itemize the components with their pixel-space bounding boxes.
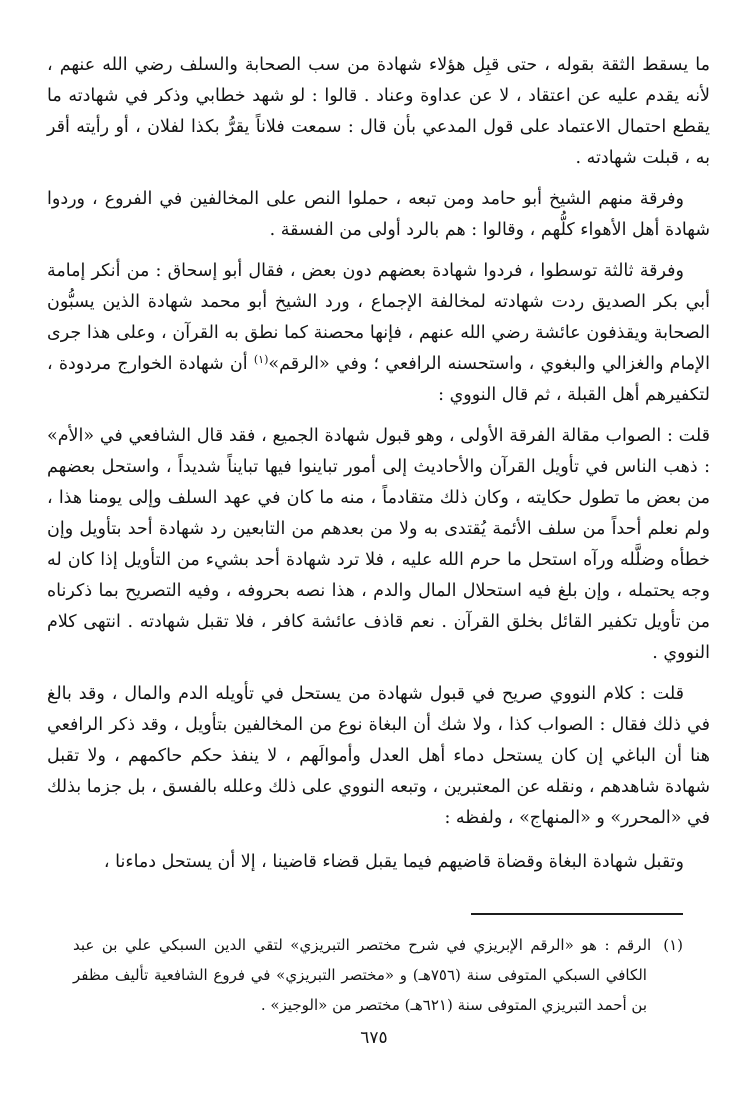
paragraph-third-group <box>47 256 710 411</box>
paragraph-author-comment-2: قلت : كلام النووي صريح في قبول شهادة من يستحل في تأويله الدم والمال ، وقد بالغ في ذلك فقال : الصواب كذا ، ولا شك أن البغاة نوع من المخالفين بتأويل ، وقد ذكر الرافعي هنا أن الباغي إن كان يستحل دماء أهل العدل وأموالَهم ، لا ينفذ حكم حاكمهم ، ولا تقبل شهادة شاهدهم ، ونقله عن المعتبرين ، وتبعه النووي على ذلك وعلله بالفسق ، بل جزما بذلك في «المحرر» و «المنهاج» ، ولفظه : <box>47 684 710 828</box>
paragraph-second-group: وفرقة منهم الشيخ أبو حامد ومن تبعه ، حملوا النص على المخالفين في الفروع ، وردوا شهادة أهل الأهواء كلُّهم ، وقالوا : هم بالرد أولى من الفسقة . <box>47 189 710 240</box>
footnote-separator <box>471 913 683 915</box>
paragraph-continuation: ما يسقط الثقة بقوله ، حتى قبِل هؤلاء شهادة من سب الصحابة والسلف رضي الله عنهم ، لأنه يقدم عليه عن اعتقاد ، لا عن عداوة وعناد . قالوا : لو شهد خطابي وذكر في شهادته ما يقطع احتمال الاعتماد على قول المدعي بأن قال : سمعت فلاناً يقرُّ بكذا لفلان ، أو رأيته أقر به ، قبلت شهادته . <box>47 55 710 168</box>
footnote-text: الرقم : هو «الرقم الإبريزي في شرح مختصر التبريزي» لتقي الدين السبكي علي بن عبد الكافي السبكي المتوفى سنة (٧٥٦هـ) و «مختصر التبريزي» في فروع الشافعية تأليف مظفر بن أحمد التبريزي المتوفى سنة (٦٢١هـ) مختصر من «الوجيز» . <box>73 936 652 1014</box>
footnote-marker: (١) <box>663 936 683 954</box>
footnote-reference-mark: (١) <box>253 353 269 366</box>
main-text <box>47 50 710 888</box>
paragraph-text-before-ref: وفرقة ثالثة توسطوا ، فردوا شهادة بعضهم دون بعض ، فقال أبو إسحاق : من أنكر إمامة أبي بكر الصديق ردت شهادته لمخالفة الإجماع ، ورد الشيخ أبو محمد شهادة الذين يسبُّون الصحابة ويقذفون عائشة رضي الله عنهم ، فإنها محصنة كما نطق به القرآن ، وعلى هذا جرى الإمام والغزالي والبغوي ، واستحسنه الرافعي ؛ وفي «الرقم» <box>47 261 710 374</box>
paragraph-text-after-ref: أن شهادة الخوارج مردودة ، لتكفيرهم أهل القبلة ، ثم قال النووي : <box>47 354 710 405</box>
paragraph-minhaj-quote: وتقبل شهادة البغاة وقضاة قاضيهم فيما يقبل قضاء قاضينا ، إلا أن يستحل دماءنا ، <box>103 852 684 872</box>
paragraph-author-comment-1: قلت : الصواب مقالة الفرقة الأولى ، وهو قبول شهادة الجميع ، فقد قال الشافعي في «الأم» : ذهب الناس في تأويل القرآن والأحاديث إلى أمور تباينوا فيها تبايناً شديداً ، واستحل بعضهم من بعض ما تطول حكايته ، وكان ذلك متقادماً ، منه ما كان في عهد السلف وإلى يومنا هذا ، ولم نعلم أحداً من سلف الأئمة يُقتدى به ولا من بعدهم من التابعين رد شهادة أحد بتأويل وإن خطأه وضلَّله ورآه استحل ما حرم الله عليه ، فلا ترد شهادة أحد بشيء من التأويل إذا كان له وجه يحتمله ، وإن بلغ فيه استحلال المال والدم ، هذا نصه بحروفه ، وفيه التصريح بما ذكرناه من تأويل تكفير القائل بخلق القرآن . نعم قاذف عائشة كافر ، فلا تقبل شهادته . انتهى كلام النووي . <box>47 426 710 663</box>
footnote <box>73 930 683 1020</box>
page-number: ٦٧٥ <box>360 1028 388 1048</box>
